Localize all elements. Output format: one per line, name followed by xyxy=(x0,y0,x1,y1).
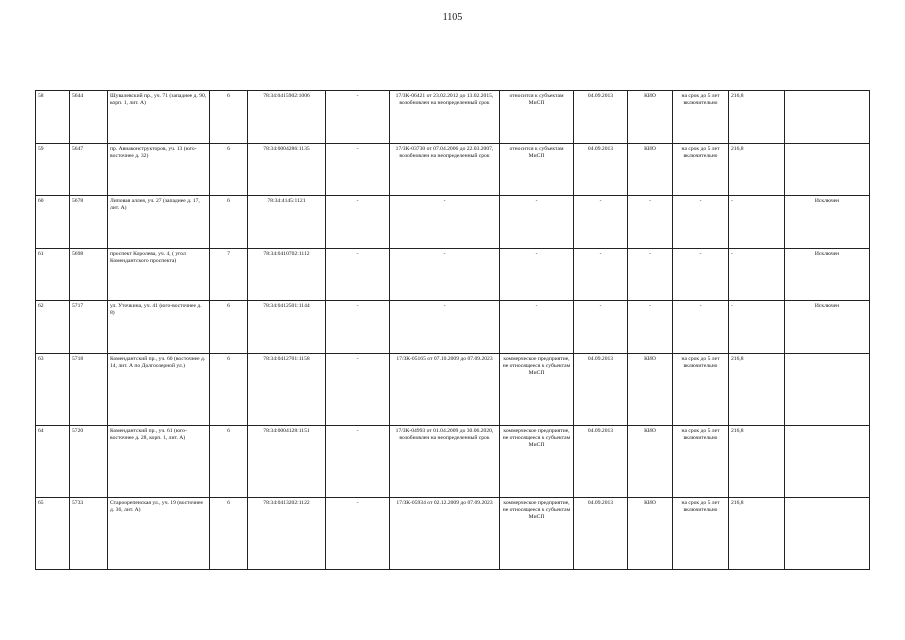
cell-organization: КИО xyxy=(628,143,673,196)
cell-tenant-category: относится к субъектам МиСП xyxy=(500,91,574,144)
cell-area: 216,8 xyxy=(729,91,785,144)
cell-tenant-category: коммерческое предприятие, не относящееся к субъектам МиСП xyxy=(500,354,574,426)
cell-category-code: 7 xyxy=(210,248,248,301)
cell-row-number: 61 xyxy=(36,248,70,301)
cell-row-number: 64 xyxy=(36,426,70,498)
cell-cadastral-number: 78:34:0412701:1158 xyxy=(248,354,326,426)
cell-row-number: 63 xyxy=(36,354,70,426)
cell-note xyxy=(785,91,870,144)
cell-row-number: 65 xyxy=(36,497,70,569)
cell-object-id: 5720 xyxy=(70,426,108,498)
cell-object-id: 5698 xyxy=(70,248,108,301)
cell-address: Липовая аллея, уч. 27 (западнее д. 17, лит. А) xyxy=(108,196,210,249)
table-row xyxy=(36,354,870,426)
cell-note xyxy=(785,354,870,426)
cell-contract: - xyxy=(390,248,500,301)
cell-note: Исключен xyxy=(785,248,870,301)
cell-tenant-category: коммерческое предприятие, не относящееся к субъектам МиСП xyxy=(500,497,574,569)
table-body xyxy=(36,91,870,570)
cell-contract: 17/ЗК-04993 от 01.04.2009 до 30.06.2020, возобновлен на неопределенный срок xyxy=(390,426,500,498)
cell-row-number: 60 xyxy=(36,196,70,249)
cell-tenant-category: - xyxy=(500,248,574,301)
cell-address: проспект Королева, уч. 4, ( угол Комендантского проспекта) xyxy=(108,248,210,301)
cell-address: Комендантский пр., уч. 60 (восточнее д. 14, лит. А по Долгоозерной ул.) xyxy=(108,354,210,426)
cell-area: - xyxy=(729,301,785,354)
cell-address: Староорепенская ул., уч. 19 (восточнее д. 36, лит. А) xyxy=(108,497,210,569)
cell-term: на срок до 5 лет включительно xyxy=(673,354,729,426)
cell-area: 216,8 xyxy=(729,426,785,498)
cell-contract: 17/ЗК-03730 от 07.04.2006 до 22.03.2007, возобновлен на неопределенный срок xyxy=(390,143,500,196)
cell-category-code: 6 xyxy=(210,426,248,498)
cell-date: 04.09.2013 xyxy=(574,354,628,426)
cell-organization: - xyxy=(628,196,673,249)
cell-category-code: 6 xyxy=(210,301,248,354)
cell-contract: 17/ЗК-05934 от 02.12.2009 до 07.09.2023 xyxy=(390,497,500,569)
cell-contract: 17/ЗК-06421 от 23.02.2012 до 13.02.2015, возобновлен на неопределенный срок xyxy=(390,91,500,144)
table-row xyxy=(36,497,870,569)
cell-organization: КИО xyxy=(628,497,673,569)
table-row xyxy=(36,143,870,196)
cell-col5: - xyxy=(326,301,390,354)
cell-object-id: 5647 xyxy=(70,143,108,196)
cell-organization: КИО xyxy=(628,91,673,144)
cell-area: - xyxy=(729,196,785,249)
cell-date: - xyxy=(574,248,628,301)
cell-area: 216,8 xyxy=(729,354,785,426)
cell-col5: - xyxy=(326,143,390,196)
cell-address: пр. Авиаконструкторов, уч. 13 (юго-восточнее д. 32) xyxy=(108,143,210,196)
table-row xyxy=(36,248,870,301)
cell-cadastral-number: 78:34:0415902:1006 xyxy=(248,91,326,144)
table-row xyxy=(36,91,870,144)
page-number: 1105 xyxy=(442,12,463,23)
cell-category-code: 6 xyxy=(210,354,248,426)
cell-note: Исключен xyxy=(785,196,870,249)
cell-col5: - xyxy=(326,196,390,249)
cell-cadastral-number: 78:34:0004128:1151 xyxy=(248,426,326,498)
table-row xyxy=(36,301,870,354)
cell-object-id: 5718 xyxy=(70,354,108,426)
cell-object-id: 5678 xyxy=(70,196,108,249)
cell-area: 216,8 xyxy=(729,497,785,569)
cell-term: - xyxy=(673,301,729,354)
cell-tenant-category: коммерческое предприятие, не относящееся к субъектам МиСП xyxy=(500,426,574,498)
cell-cadastral-number: 78:34:0004286:1135 xyxy=(248,143,326,196)
cell-tenant-category: - xyxy=(500,196,574,249)
cell-date: 04.09.2013 xyxy=(574,143,628,196)
cell-cadastral-number: 78:34:0410702:1112 xyxy=(248,248,326,301)
cell-term: на срок до 5 лет включительно xyxy=(673,426,729,498)
table-row xyxy=(36,426,870,498)
table-row xyxy=(36,196,870,249)
cell-category-code: 6 xyxy=(210,497,248,569)
cell-col5: - xyxy=(326,497,390,569)
cell-term: на срок до 5 лет включительно xyxy=(673,497,729,569)
cell-row-number: 59 xyxy=(36,143,70,196)
cell-category-code: 6 xyxy=(210,91,248,144)
cell-date: - xyxy=(574,196,628,249)
cell-tenant-category: относится к субъектам МиСП xyxy=(500,143,574,196)
cell-term: на срок до 5 лет включительно xyxy=(673,91,729,144)
cell-object-id: 5717 xyxy=(70,301,108,354)
cell-contract: - xyxy=(390,301,500,354)
cell-note xyxy=(785,497,870,569)
cell-category-code: 6 xyxy=(210,143,248,196)
cell-date: 04.09.2013 xyxy=(574,426,628,498)
cell-contract: - xyxy=(390,196,500,249)
cell-cadastral-number: 78:34:0413202:1122 xyxy=(248,497,326,569)
cell-col5: - xyxy=(326,354,390,426)
cell-date: 04.09.2013 xyxy=(574,91,628,144)
cell-col5: - xyxy=(326,426,390,498)
cell-address: ул. Уточкина, уч. 41 (юго-восточнее д. 8) xyxy=(108,301,210,354)
cell-term: на срок до 5 лет включительно xyxy=(673,143,729,196)
cell-object-id: 5733 xyxy=(70,497,108,569)
cell-note xyxy=(785,143,870,196)
cell-row-number: 62 xyxy=(36,301,70,354)
cell-area: - xyxy=(729,248,785,301)
cell-row-number: 58 xyxy=(36,91,70,144)
cell-term: - xyxy=(673,248,729,301)
cell-term: - xyxy=(673,196,729,249)
cell-contract: 17/ЗК-05165 от 07.10.2009 до 07.09.2023 xyxy=(390,354,500,426)
cell-organization: - xyxy=(628,301,673,354)
cell-category-code: 6 xyxy=(210,196,248,249)
cell-col5: - xyxy=(326,248,390,301)
cell-cadastral-number: 78:34:4145:1121 xyxy=(248,196,326,249)
registry-table xyxy=(35,90,870,570)
cell-tenant-category: - xyxy=(500,301,574,354)
cell-organization: КИО xyxy=(628,354,673,426)
cell-cadastral-number: 78:34:0412501:1144 xyxy=(248,301,326,354)
cell-area: 216,8 xyxy=(729,143,785,196)
cell-date: 04.09.2013 xyxy=(574,497,628,569)
cell-organization: КИО xyxy=(628,426,673,498)
cell-date: - xyxy=(574,301,628,354)
cell-address: Комендантский пр., уч. 61 (юго-восточнее д. 28, корп. 1, лит. А) xyxy=(108,426,210,498)
cell-note: Исключен xyxy=(785,301,870,354)
cell-address: Шувалевский пр., уч. 71 (западнее д. 90, корп. 1, лит. А) xyxy=(108,91,210,144)
cell-col5: - xyxy=(326,91,390,144)
cell-note xyxy=(785,426,870,498)
cell-object-id: 5644 xyxy=(70,91,108,144)
cell-organization: - xyxy=(628,248,673,301)
